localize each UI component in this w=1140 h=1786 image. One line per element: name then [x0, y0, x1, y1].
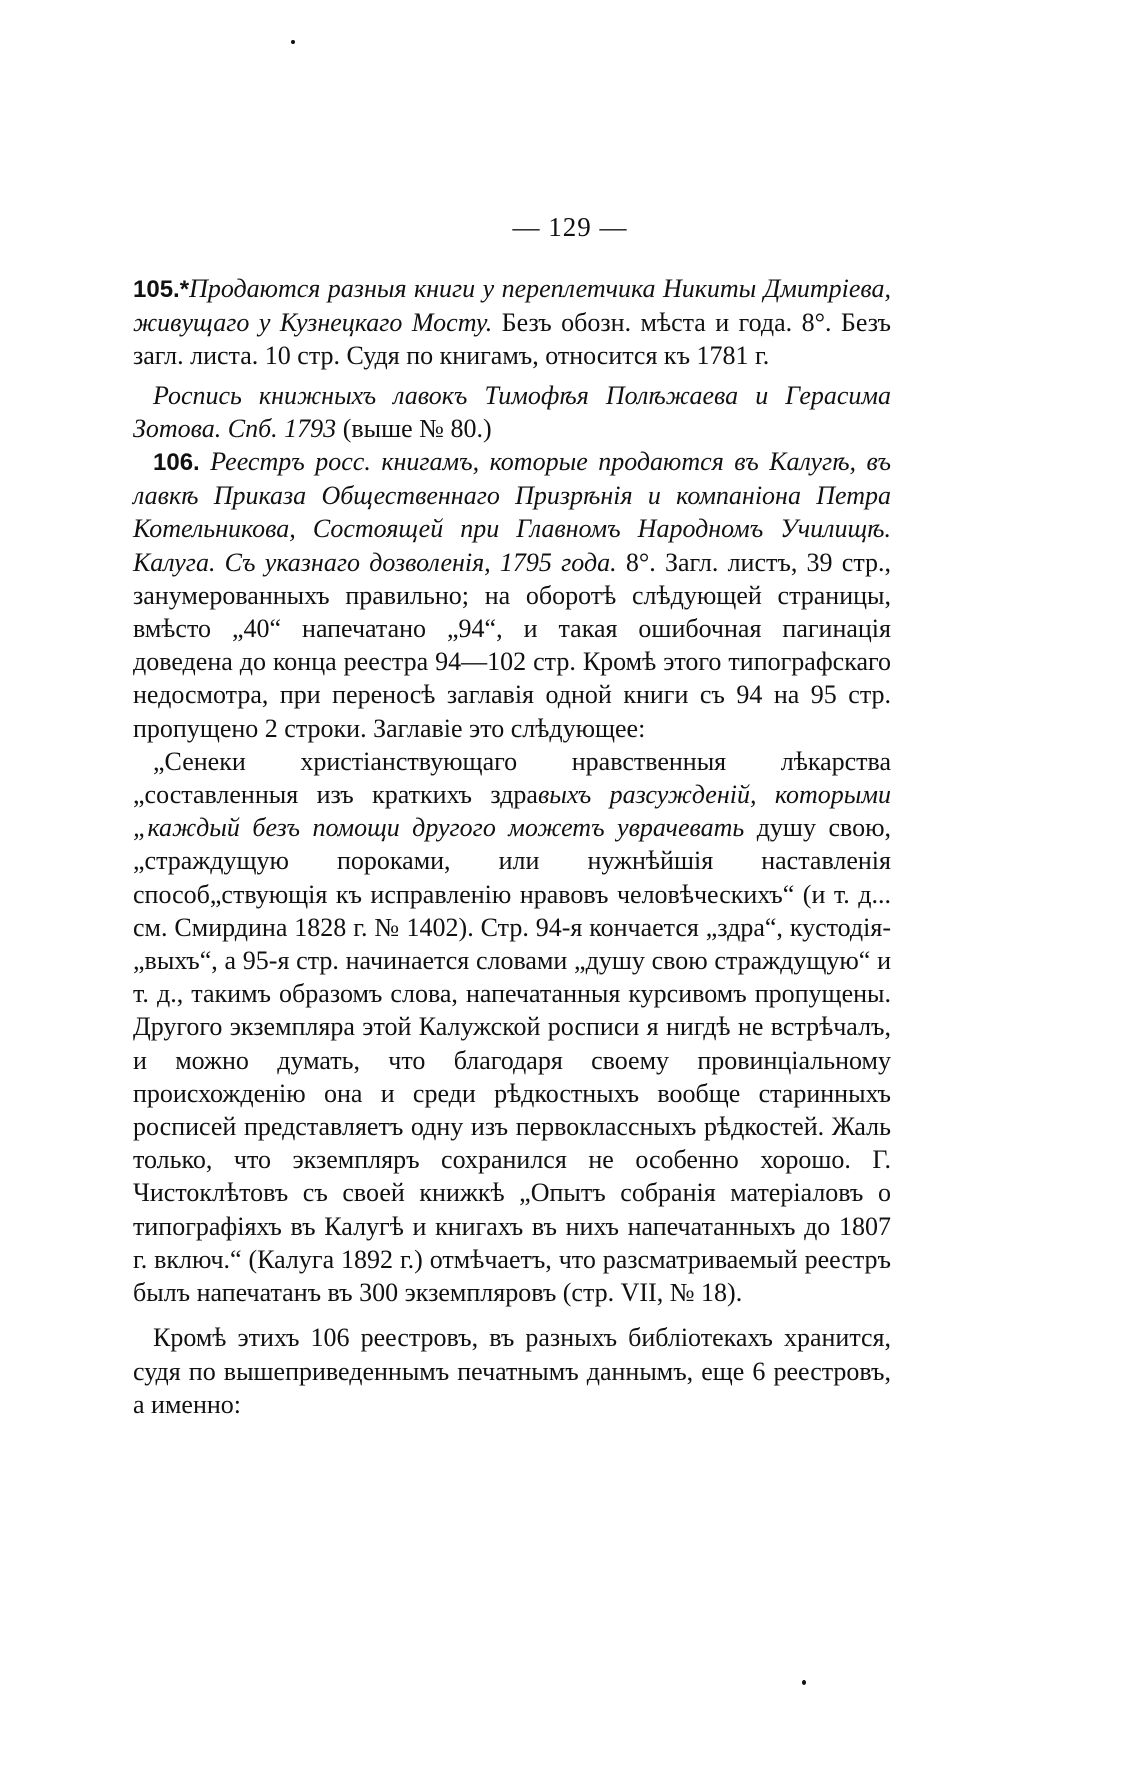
quote-text-rest: душу свою, „страждущую пороками, или нужнѣйшія наставленія способ„ствующія къ исправленію нравовъ человѣческихъ“ (и т. д... см. Смирдина 1828 г. № 1402). Стр. 94-я кончается „здра“, кустодія-„выхъ“, а 95-я стр. начинается словами „душу свою страждущую“ и т. д., такимъ образомъ слова, напечатанныя курсивомъ пропущены. Другого экземпляра этой Калужской росписи я нигдѣ не встрѣчалъ, и можно думать, что благодаря своему провинціальному происхожденію она и среди рѣдкостныхъ вообще старинныхъ росписей представляетъ одну изъ первоклассныхъ рѣдкостей. Жаль только, что экземпляръ сохранился не особенно хорошо. Г. Чистоклѣтовъ съ своей книжкѣ „Опытъ собранія матеріаловъ о типографіяхъ въ Калугѣ и книгахъ въ нихъ напечатанныхъ до 1807 г. включ.“ (Калуга 1892 г.) отмѣчаетъ, что разсматриваемый реестръ былъ напечатанъ въ 300 экземпляровъ (стр. VII, № 18). — [133, 813, 892, 1308]
page-number: — 129 — — [512, 212, 628, 242]
closing-paragraph: Кромѣ этихъ 106 реестровъ, въ разныхъ библіотекахъ хранится, судя по вышеприведеннымъ печатнымъ даннымъ, еще 6 реестровъ, а именно: — [133, 1323, 891, 1419]
entry-106 — [133, 445, 891, 745]
quote-italic: выхъ разсужденій, которыми „каждый безъ помощи другого можетъ уврачевать — [133, 780, 891, 843]
entry-105 — [133, 272, 891, 373]
entry-title: Продаются разныя книги у переплетчика Никиты Дмитріева, живущаго у Кузнецкаго Мосту. — [133, 274, 891, 338]
reference-note: (выше № 80.) — [342, 413, 492, 443]
main-text — [133, 272, 891, 1421]
entry-description: 8°. Загл. листъ, 39 стр., занумерованныхъ правильно; на оборотѣ слѣдующей страницы, вмѣсто „40“ напечатано „94“, и такая ошибочная пагинація доведена до конца реестра 94—102 стр. Кромѣ этого типографскаго недосмотра, при переносѣ заглавія одной книги съ 94 на 95 стр. пропущено 2 строки. Заглавіе это слѣдующее: — [133, 547, 891, 743]
entry-title: Реестръ росс. книгамъ, которые продаются въ Калугѣ, въ лавкѣ Приказа Общественнаго Призрѣнія и компаніона Петра Котельникова, Состоящей при Главномъ Народномъ Училищѣ. Калуга. Съ указнаго дозволенія, 1795 года. — [133, 447, 891, 577]
entry-description: Безъ обозн. мѣста и года. 8°. Безъ загл. листа. 10 стр. Судя по книгамъ, относится къ 1781 г. — [133, 308, 891, 371]
ink-speck — [291, 40, 295, 44]
entry-105-reference — [133, 379, 891, 445]
reference-title: Роспись книжныхъ лавокъ Тимофѣя Полѣжаева и Герасима Зотова. Спб. 1793 — [133, 380, 891, 443]
ink-speck — [802, 1680, 806, 1685]
entry-106-quote — [133, 745, 891, 1309]
entry-number: 105.* — [133, 276, 190, 303]
quote-text-start: „Сенеки христіанствующаго нравственныя лѣкарства „составленныя изъ краткихъ здра — [133, 746, 891, 810]
entry-number: 106. — [153, 449, 200, 477]
